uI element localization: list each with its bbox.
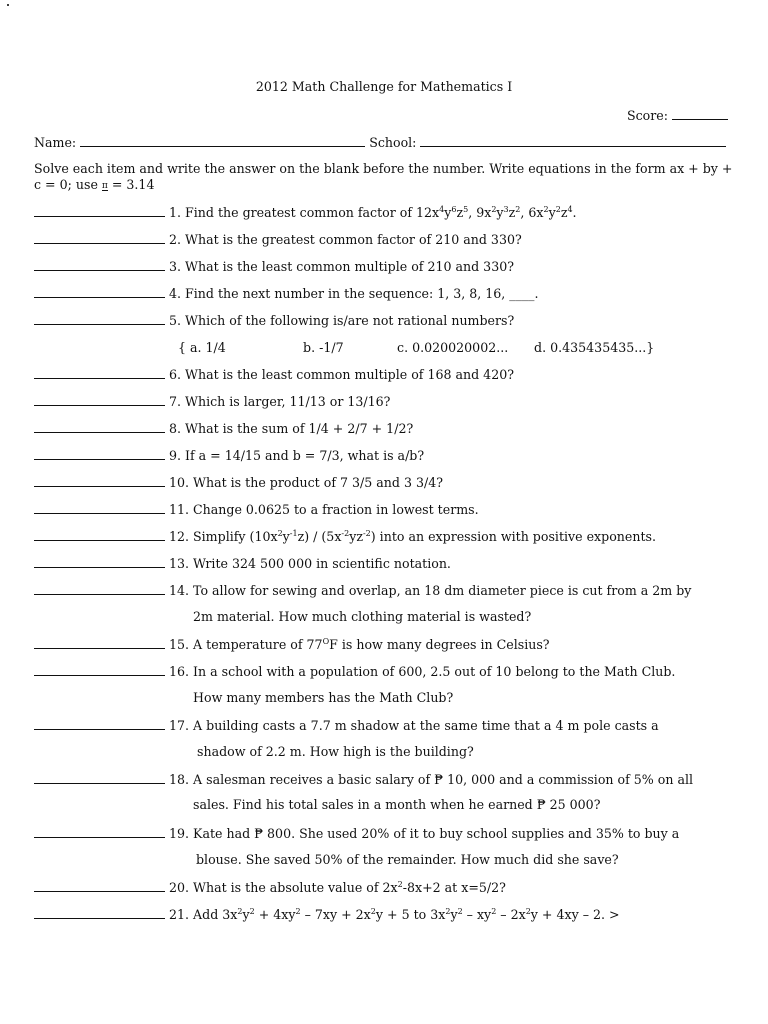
question-text: yz (349, 529, 363, 544)
pi-symbol: π (101, 181, 108, 191)
exponent: 2 (295, 907, 301, 916)
option-d: d. 0.435435435...} (534, 340, 655, 355)
question-text: – 2x (496, 907, 526, 922)
question-text: 17. A building casts a 7.7 m shadow at the same time that a 4 m pole casts a (169, 718, 659, 733)
question-text: 8. What is the sum of 1/4 + 2/7 + 1/2? (169, 421, 414, 436)
exponent: 5 (463, 205, 469, 214)
question-3 (34, 258, 514, 274)
question-15 (34, 636, 550, 652)
question-text: y (548, 205, 556, 220)
question-16-continued: How many members has the Math Club? (193, 690, 454, 705)
question-14 (34, 582, 691, 598)
exponent: 2 (525, 907, 531, 916)
question-6 (34, 366, 514, 382)
question-text: 5. Which of the following is/are not rational numbers? (169, 313, 515, 328)
exponent: 4 (567, 205, 573, 214)
question-13 (34, 555, 451, 571)
exponent: 2 (491, 907, 497, 916)
question-text: y (450, 907, 458, 922)
answer-blank-15[interactable] (34, 636, 165, 649)
school-label: School: (369, 135, 417, 150)
answer-blank-8[interactable] (34, 420, 165, 433)
question-text: 11. Change 0.0625 to a fraction in lowest terms. (169, 502, 479, 517)
question-20 (34, 879, 506, 895)
question-text: y (444, 205, 452, 220)
exponent: 2 (445, 907, 451, 916)
question-text: -8x+2 at x=5/2? (402, 880, 506, 895)
question-text: 16. In a school with a population of 600, 2.5 out of 10 belong to the Math Club. (169, 664, 676, 679)
question-21 (34, 906, 620, 922)
question-text: – xy (462, 907, 492, 922)
exponent: 2 (555, 205, 561, 214)
answer-blank-6[interactable] (34, 366, 165, 379)
answer-blank-20[interactable] (34, 879, 165, 892)
question-text: 3. What is the least common multiple of 210 and 330? (169, 259, 514, 274)
exponent: 2 (370, 907, 376, 916)
question-11 (34, 501, 479, 517)
exponent: 6 (451, 205, 457, 214)
question-text: 21. Add 3x (169, 907, 238, 922)
exponent: 2 (237, 907, 243, 916)
answer-blank-13[interactable] (34, 555, 165, 568)
answer-blank-11[interactable] (34, 501, 165, 514)
question-text: 4. Find the next number in the sequence: 1, 3, 8, 16, ____. (169, 286, 539, 301)
answer-blank-7[interactable] (34, 393, 165, 406)
question-text: – 7xy + 2x (300, 907, 371, 922)
exponent: 3 (503, 205, 509, 214)
question-text: y (282, 529, 290, 544)
question-text: 7. Which is larger, 11/13 or 13/16? (169, 394, 391, 409)
name-blank[interactable] (80, 134, 365, 147)
question-text: + 4xy (254, 907, 296, 922)
answer-blank-3[interactable] (34, 258, 165, 271)
answer-blank-16[interactable] (34, 663, 165, 676)
question-14-continued: 2m material. How much clothing material is wasted? (193, 609, 532, 624)
question-10 (34, 474, 443, 490)
option-a: { a. 1/4 (178, 340, 226, 355)
score-label: Score: (627, 108, 668, 123)
question-18 (34, 771, 693, 787)
instructions: Solve each item and write the answer on the blank before the number. Write equations in the form ax + by + c = 0; use π = 3.14 (34, 161, 733, 192)
exponent: 2 (543, 205, 549, 214)
answer-blank-21[interactable] (34, 906, 165, 919)
question-text: y + 4xy – 2. > (530, 907, 620, 922)
question-text: . (572, 205, 577, 220)
name-school-line (34, 134, 726, 150)
question-8 (34, 420, 413, 436)
answer-blank-18[interactable] (34, 771, 165, 784)
exponent: 2 (457, 907, 463, 916)
question-text: 1. Find the greatest common factor of 12x (169, 205, 440, 220)
option-b: b. -1/7 (303, 340, 344, 355)
question-text: z (508, 205, 516, 220)
answer-blank-5[interactable] (34, 312, 165, 325)
answer-blank-9[interactable] (34, 447, 165, 460)
question-2 (34, 231, 522, 247)
question-text: 20. What is the absolute value of 2x (169, 880, 398, 895)
question-text: 12. Simplify (10x (169, 529, 278, 544)
question-5 (34, 312, 514, 328)
question-1 (34, 204, 577, 220)
question-text: 18. A salesman receives a basic salary of ₱ 10, 000 and a commission of 5% on all (169, 772, 694, 787)
answer-blank-10[interactable] (34, 474, 165, 487)
exponent: 2 (515, 205, 521, 214)
question-text: 2. What is the greatest common factor of 210 and 330? (169, 232, 522, 247)
score-blank[interactable] (672, 107, 728, 120)
exponent: 2 (249, 907, 255, 916)
question-text: 15. A temperature of 77 (169, 637, 323, 652)
question-16 (34, 663, 675, 679)
question-text: F is how many degrees in Celsius? (329, 637, 550, 652)
question-text: , 9x (468, 205, 492, 220)
option-c: c. 0.020020002... (397, 340, 509, 355)
exponent: -2 (362, 529, 371, 538)
question-text: 10. What is the product of 7 3/5 and 3 3/4? (169, 475, 443, 490)
page-title: 2012 Math Challenge for Mathematics I (255, 79, 513, 94)
name-label: Name: (34, 135, 77, 150)
question-text: 13. Write 324 500 000 in scientific notation. (169, 556, 451, 571)
question-text: 6. What is the least common multiple of 168 and 420? (169, 367, 514, 382)
exponent: 2 (491, 205, 497, 214)
question-17-continued: shadow of 2.2 m. How high is the building? (197, 744, 474, 759)
score-line (627, 107, 728, 123)
question-text: y (242, 907, 250, 922)
question-9 (34, 447, 424, 463)
question-17 (34, 717, 659, 733)
question-text: y + 5 to 3x (375, 907, 446, 922)
answer-blank-17[interactable] (34, 717, 165, 730)
question-19 (34, 825, 679, 841)
question-text: z (560, 205, 568, 220)
question-4 (34, 285, 538, 301)
stray-mark (7, 4, 9, 6)
answer-blank-14[interactable] (34, 582, 165, 595)
school-blank[interactable] (420, 134, 726, 147)
answer-blank-19[interactable] (34, 825, 165, 838)
question-12 (34, 528, 656, 544)
answer-blank-4[interactable] (34, 285, 165, 298)
question-18-continued: sales. Find his total sales in a month when he earned ₱ 25 000? (193, 797, 601, 812)
question-text: ) into an expression with positive exponents. (370, 529, 657, 544)
exponent: O (322, 637, 330, 646)
exponent: -2 (341, 529, 350, 538)
answer-blank-1[interactable] (34, 204, 165, 217)
exponent: 4 (439, 205, 445, 214)
exponent: 2 (397, 880, 403, 889)
question-text: 9. If a = 14/15 and b = 7/3, what is a/b? (169, 448, 425, 463)
question-7 (34, 393, 390, 409)
answer-blank-2[interactable] (34, 231, 165, 244)
question-text: z (456, 205, 464, 220)
question-5-options (178, 340, 654, 355)
question-text: 19. Kate had ₱ 800. She used 20% of it to buy school supplies and 35% to buy a (169, 826, 680, 841)
answer-blank-12[interactable] (34, 528, 165, 541)
exponent: -1 (289, 529, 298, 538)
question-text: z) / (5x (297, 529, 342, 544)
exponent: 2 (277, 529, 283, 538)
question-19-continued: blouse. She saved 50% of the remainder. How much did she save? (196, 852, 619, 867)
question-text: , 6x (520, 205, 544, 220)
question-text: y (496, 205, 504, 220)
question-text: 14. To allow for sewing and overlap, an 18 dm diameter piece is cut from a 2m by (169, 583, 692, 598)
